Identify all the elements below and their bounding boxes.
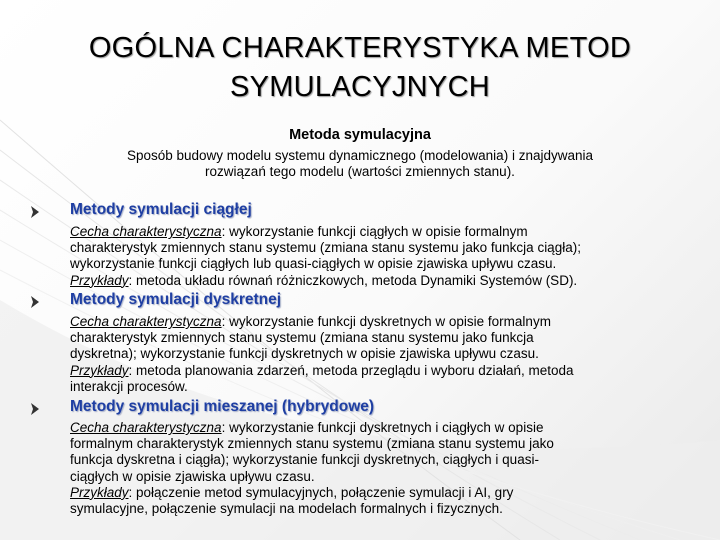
definition-text	[80, 148, 640, 180]
examples-label: Przykłady	[70, 484, 129, 500]
feature-label: Cecha charakterystyczna	[70, 314, 222, 329]
section-body-continuous	[70, 224, 690, 289]
feature-text: charakterystyk zmiennych stanu systemu (zmiana stanu systemu jako funkcja	[70, 330, 534, 346]
examples-text: : metoda planowania zdarzeń, metoda przeglądu i wyboru działań, metoda	[128, 362, 574, 378]
feature-label: Cecha charakterystyczna	[70, 224, 222, 239]
feature-text: formalnym charakterystyk zmiennych stanu systemu (zmiana stanu systemu jako	[70, 436, 554, 452]
feature-label: Cecha charakterystyczna	[70, 420, 222, 435]
examples-text: interakcji procesów.	[70, 378, 188, 394]
examples-text: : połączenie metod symulacyjnych, połączenie symulacji i AI, gry	[128, 484, 514, 500]
feature-text: dyskretna); wykorzystanie funkcji dyskretnych w opisie zjawiska upływu czasu.	[70, 346, 539, 362]
section-heading-hybrid: Metody symulacji mieszanej (hybrydowe)	[70, 398, 375, 415]
section-body-hybrid	[70, 420, 690, 517]
definition-line: Sposób budowy modelu systemu dynamicznego (modelowania) i znajdywania	[126, 148, 593, 163]
feature-text: wykorzystanie funkcji ciągłych lub quasi-ciągłych w opisie zjawiska upływu czasu.	[70, 256, 557, 272]
arrow-bullet-icon	[30, 205, 40, 219]
feature-text: funkcja dyskretna i ciągła); wykorzystanie funkcji dyskretnych, ciągłych i quasi-	[70, 452, 539, 468]
arrow-bullet-icon	[30, 295, 40, 309]
section-heading-continuous: Metody symulacji ciągłej	[70, 201, 252, 218]
arrow-bullet-icon	[30, 402, 40, 416]
feature-text: ciągłych w opisie zjawiska upływu czasu.	[70, 468, 315, 484]
section-body-discrete	[70, 314, 690, 395]
examples-text: symulacyjne, połączenie symulacji na modelach formalnych i fizycznych.	[70, 501, 503, 517]
feature-text: : wykorzystanie funkcji dyskretnych w opisie formalnym	[221, 314, 551, 329]
examples-text: : metoda układu równań różniczkowych, metoda Dynamiki Systemów (SD).	[128, 272, 578, 288]
definition-line: rozwiązań tego modelu (wartości zmiennych stanu).	[205, 164, 515, 179]
feature-text: charakterystyk zmiennych stanu systemu (zmiana stanu systemu jako funkcja ciągła);	[70, 240, 581, 256]
slide-title-line1: OGÓLNA CHARAKTERYSTYKA METOD	[88, 32, 632, 64]
feature-text: : wykorzystanie funkcji dyskretnych i ciągłych w opisie	[221, 420, 544, 435]
examples-label: Przykłady	[70, 272, 129, 288]
examples-label: Przykłady	[70, 362, 129, 378]
slide-title-line2: SYMULACYJNYCH	[229, 71, 491, 103]
definition-heading: Metoda symulacyjna	[289, 127, 431, 143]
section-heading-discrete: Metody symulacji dyskretnej	[70, 291, 282, 308]
feature-text: : wykorzystanie funkcji ciągłych w opisie formalnym	[221, 224, 528, 239]
